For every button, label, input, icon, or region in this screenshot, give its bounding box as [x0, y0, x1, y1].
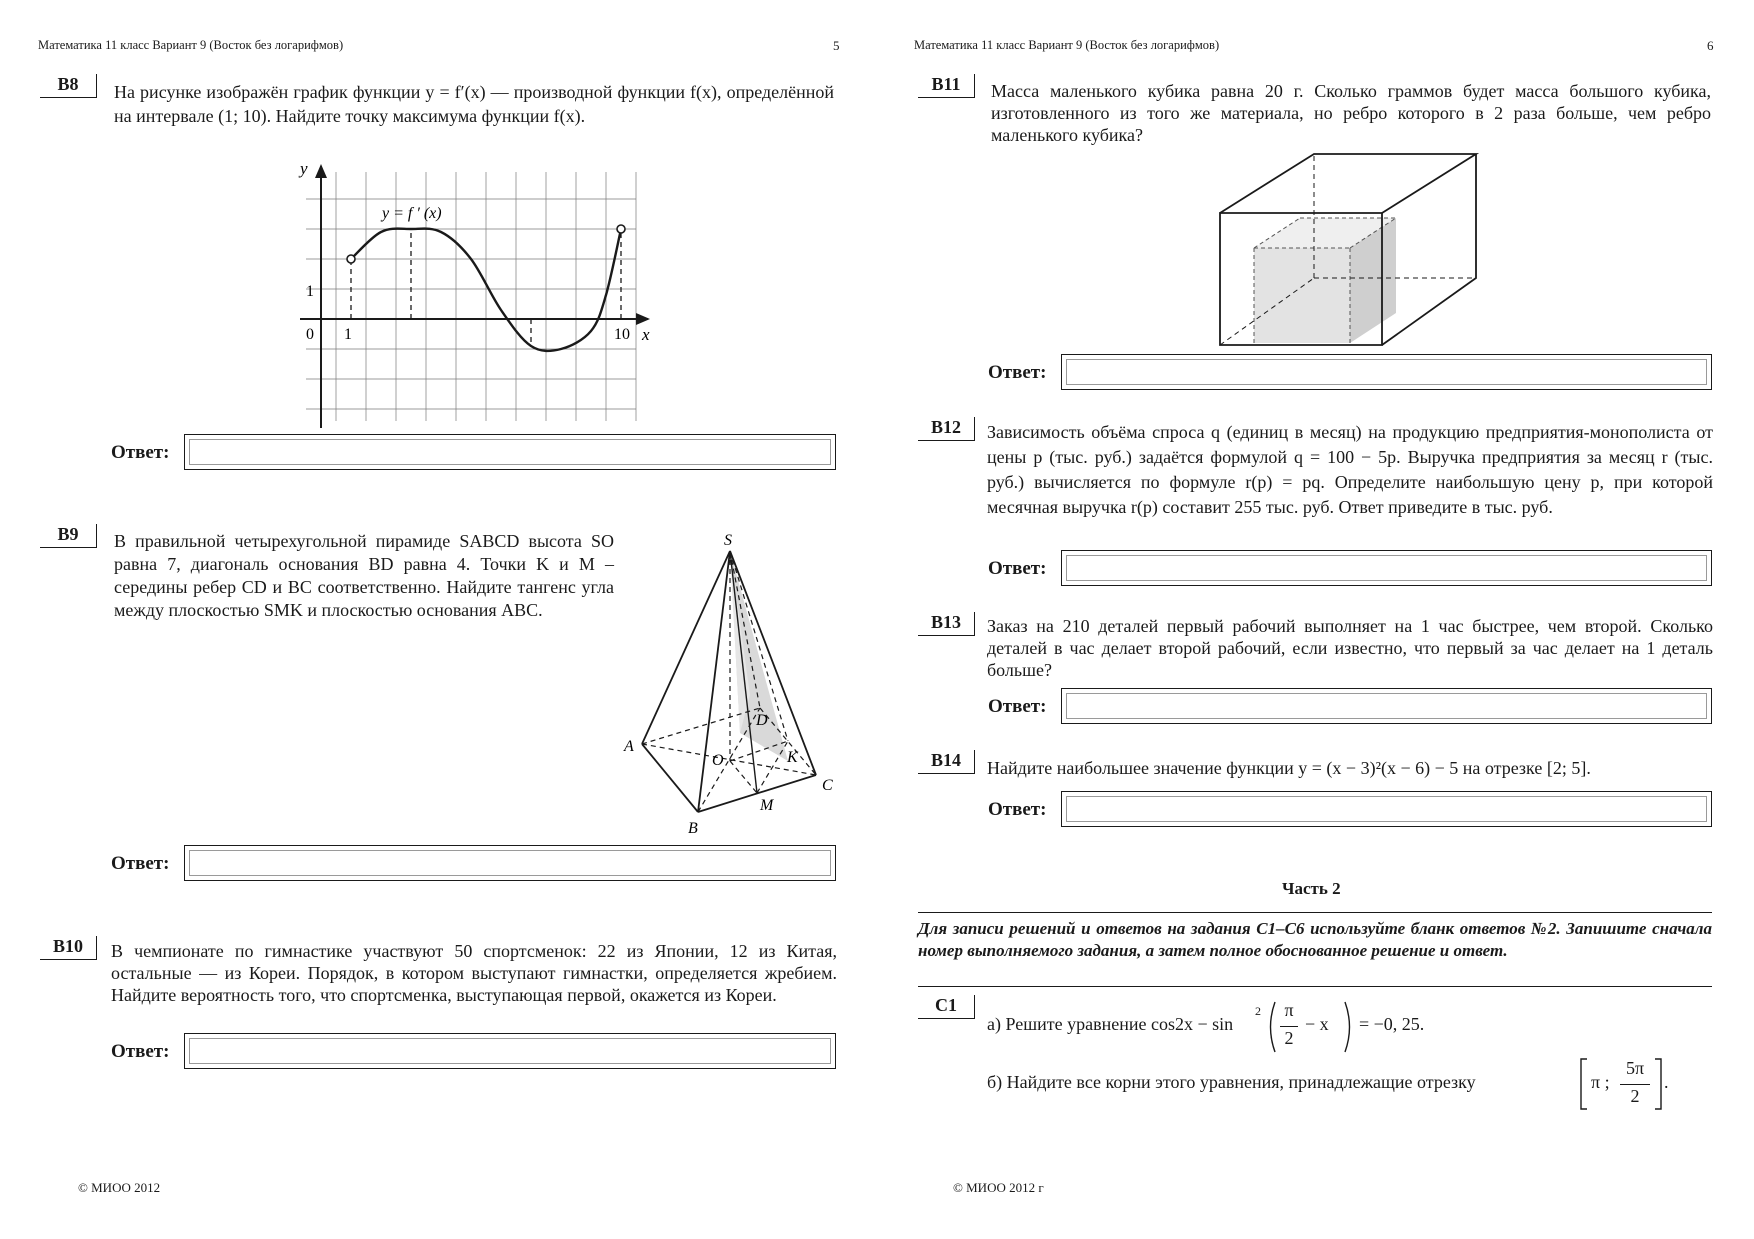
c1-left-paren: [1265, 1000, 1277, 1054]
answer-label-b9: Ответ:: [111, 853, 170, 874]
point-m-label: M: [760, 797, 774, 814]
task-b13-text: Заказ на 210 деталей первый рабочий выполняет на 1 час быстрее, чем второй. Сколько деталей в час делает второй рабочий, если известно, что первый за час делает на 1 деталь больше?: [987, 616, 1713, 680]
c1-interval-left: π ;: [1591, 1072, 1610, 1092]
y-axis-label: y: [300, 159, 308, 178]
origin-label: 0: [306, 326, 314, 343]
right-page-footer: © МИОО 2012 г: [953, 1180, 1044, 1195]
answer-label-b8: Ответ:: [111, 442, 170, 463]
c1-part-b-end: .: [1664, 1072, 1669, 1092]
x-axis-arrow: [636, 313, 650, 325]
answer-input-b11[interactable]: [1066, 359, 1707, 385]
c1-interval-fraction-bar: [1620, 1084, 1650, 1085]
c1-part-a-result: = −0, 25.: [1359, 1014, 1425, 1034]
c1-left-bracket: [1579, 1058, 1589, 1110]
y-tick-1-label: 1: [306, 283, 314, 300]
task-b8-text: На рисунке изображён график функции y = f′(x) — производной функции f(x), определённой на интервале (1; 10). Найдите точку максимума функции f(x).: [114, 82, 834, 126]
task-b10-text: В чемпионате по гимнастике участвуют 50 спортсменок: 22 из Японии, 12 из Китая, остальные — из Кореи. Порядок, в котором выступают гимнастки, определяется жребием. Найдите вероятность того, что спортсменка, выступающая первой, окажется из Кореи.: [111, 941, 837, 1005]
answer-label-b11: Ответ:: [988, 362, 1047, 383]
part2-title: Часть 2: [1282, 879, 1341, 898]
answer-box-b14: [1061, 791, 1712, 827]
point-k-label: K: [787, 749, 798, 766]
derivative-graph: [280, 159, 650, 430]
answer-label-b14: Ответ:: [988, 799, 1047, 820]
left-page-footer: © МИОО 2012: [78, 1180, 161, 1195]
vertex-c-label: C: [822, 777, 833, 794]
x-tick-1-label: 1: [344, 326, 352, 343]
task-b14-text: Найдите наибольшее значение функции y = (x − 3)²(x − 6) − 5 на отрезке [2; 5].: [987, 758, 1591, 778]
answer-input-b12[interactable]: [1066, 555, 1707, 581]
task-b13-label: B13: [918, 612, 975, 636]
part2-rule-top: [918, 912, 1712, 913]
c1-fraction-bar: [1280, 1026, 1298, 1027]
c1-part-b: [987, 1056, 1707, 1110]
part2-rule-bottom: [918, 986, 1712, 987]
open-endpoint-start: [347, 255, 355, 263]
edge-bc: [698, 775, 816, 812]
point-o-label: O: [712, 752, 724, 769]
answer-box-b12: [1061, 550, 1712, 586]
c1-interval-denominator: 2: [1630, 1086, 1640, 1106]
right-page-number: 6: [1707, 38, 1714, 53]
cubes-figure: [1218, 150, 1488, 350]
task-b10-label: B10: [40, 936, 97, 960]
edge-sa: [642, 551, 730, 744]
x-tick-10-label: 10: [614, 326, 630, 343]
answer-label-b13: Ответ:: [988, 696, 1047, 717]
vertex-d-label: D: [756, 712, 768, 729]
answer-box-b11: [1061, 354, 1712, 390]
vertex-a-label: A: [624, 738, 634, 755]
c1-part-a-exponent: 2: [1255, 1004, 1261, 1018]
task-c1-label: C1: [918, 995, 975, 1019]
task-b9-text: В правильной четырехугольной пирамиде SABCD высота SO равна 7, диагональ основания BD равна 4. Точки K и M – середины ребер CD и BC соответственно. Найдите тангенс угла между плоскостью SMK и плоскостью основания ABC.: [114, 531, 614, 620]
small-cube-front: [1254, 248, 1350, 343]
task-b8-label: B8: [40, 74, 97, 98]
edge-ab: [642, 744, 698, 812]
answer-input-b14[interactable]: [1066, 796, 1707, 822]
right-page-header: Математика 11 класс Вариант 9 (Восток без логарифмов): [914, 38, 1220, 52]
answer-box-b10: [184, 1033, 836, 1069]
pyramid-figure: [620, 525, 850, 845]
c1-minus-x: − x: [1305, 1014, 1329, 1034]
y-axis-arrow: [315, 164, 327, 178]
graph-grid: [306, 172, 636, 421]
vertex-s-label: S: [724, 532, 732, 549]
answer-box-b9: [184, 845, 836, 881]
c1-part-b-prefix: б) Найдите все корни этого уравнения, принадлежащие отрезку: [987, 1072, 1476, 1092]
task-b9-label: B9: [40, 524, 97, 548]
answer-box-b13: [1061, 688, 1712, 724]
c1-part-a: [987, 1000, 1647, 1054]
c1-interval-numerator: 5π: [1625, 1058, 1645, 1078]
answer-input-b13[interactable]: [1066, 693, 1707, 719]
answer-input-b8[interactable]: [189, 439, 831, 465]
answer-box-b8: [184, 434, 836, 470]
task-b14-label: B14: [918, 750, 975, 774]
answer-label-b12: Ответ:: [988, 558, 1047, 579]
answer-label-b10: Ответ:: [111, 1041, 170, 1062]
left-page-number: 5: [833, 38, 840, 53]
left-page-header: Математика 11 класс Вариант 9 (Восток без логарифмов): [38, 38, 344, 52]
x-axis-label: x: [642, 325, 650, 344]
part2-instructions: Для записи решений и ответов на задания С1–С6 используйте бланк ответов №2. Запишите сначала номер выполняемого задания, а затем полное обоснованное решение и ответ.: [918, 919, 1712, 960]
answer-input-b10[interactable]: [189, 1038, 831, 1064]
c1-fraction-denominator: 2: [1284, 1028, 1294, 1048]
c1-fraction-numerator: π: [1284, 1000, 1294, 1020]
curve-label: y = f ′ (x): [382, 205, 442, 222]
edge-sb: [698, 551, 730, 812]
vertex-b-label: B: [688, 820, 698, 837]
task-b11-label: B11: [918, 74, 975, 98]
open-endpoint-end: [617, 225, 625, 233]
line-om: [730, 761, 757, 793]
task-b11-text: Масса маленького кубика равна 20 г. Сколько граммов будет масса большого кубика, изготовленного из того же материала, но ребро которого в 2 раза больше, чем ребро маленького кубика?: [991, 81, 1711, 145]
task-b12-text: Зависимость объёма спроса q (единиц в месяц) на продукцию предприятия-монополиста от цены p (тыс. руб.) задаётся формулой q = 100 − 5p. Выручка предприятия за месяц r (тыс. руб.) вычисляется по формуле r(p) = pq. Определите наибольшую цену p, при которой месячная выручка r(p) составит 255 тыс. руб. Ответ приведите в тыс. руб.: [987, 422, 1713, 517]
c1-part-a-prefix: а) Решите уравнение cos2x − sin: [987, 1014, 1234, 1034]
c1-right-paren: [1343, 1000, 1355, 1054]
big-cube-top: [1220, 154, 1476, 213]
c1-right-bracket: [1653, 1058, 1663, 1110]
answer-input-b9[interactable]: [189, 850, 831, 876]
task-b12-label: B12: [918, 417, 975, 441]
